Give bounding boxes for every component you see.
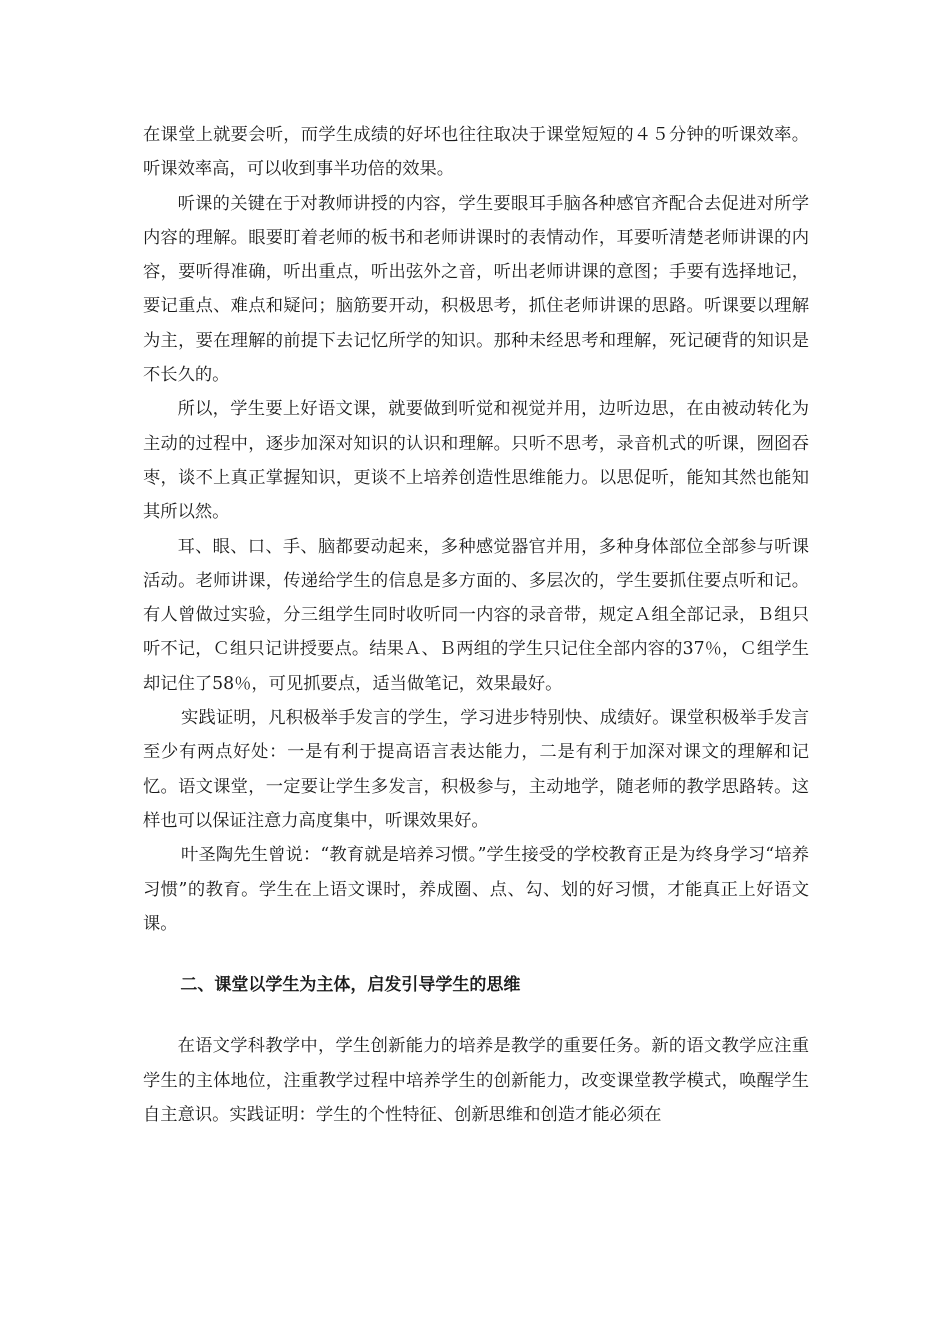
section-heading: 二、课堂以学生为主体，启发引导学生的思维 [180, 975, 521, 996]
paragraph-listening-key: 听课的关键在于对教师讲授的内容，学生要眼耳手脑各种感官齐配合去促进对所学内容的理解。眼要盯着老师的板书和老师讲课时的表情动作，耳要听清楚老师讲课的内容，要听得准确，听出重点，听出弦外之音，听出老师讲课的意图；手要有选择地记，要记重点、难点和疑问；脑筋要开动，积极思考，抓住老师讲课的思路。听课要以理解为主，要在理解的前提下去记忆所学的知识。那种未经思考和理解，死记硬背的知识是不长久的。 [143, 193, 809, 386]
paragraph-senses-experiment: 耳、眼、口、手、脑都要动起来，多种感觉器官并用，多种身体部位全部参与听课活动。老师讲课，传递给学生的信息是多方面的、多层次的，学生要抓住要点听和记。有人曾做过实验，分三组学生同时收听同一内容的录音带，规定Ａ组全部记录，Ｂ组只听不记，Ｃ组只记讲授要点。结果Ａ、Ｂ两组的学生只记住全部内容的37％，Ｃ组学生却记住了58％，可见抓要点，适当做笔记，效果最好。 [143, 536, 809, 694]
paragraph-ye-shengtao-quote: 叶圣陶先生曾说：“教育就是培养习惯。”学生接受的学校教育正是为终身学习“培养习惯”的教育。学生在上语文课时，养成圈、点、勾、划的好习惯，才能真正上好语文课。 [143, 845, 809, 934]
paragraph-student-subject: 在语文学科教学中，学生创新能力的培养是教学的重要任务。新的语文教学应注重学生的主体地位，注重教学过程中培养学生的创新能力，改变课堂教学模式，唤醒学生自主意识。实践证明：学生的个性特征、创新思维和创造才能必须在 [143, 1036, 809, 1126]
paragraph-speak-up: 实践证明，凡积极举手发言的学生，学习进步特别快、成绩好。课堂积极举手发言至少有两点好处：一是有利于提高语言表达能力，二是有利于加深对课文的理解和记忆。语文课堂，一定要让学生多发言，积极参与，主动地学，随老师的教学思路转。这样也可以保证注意力高度集中，听课效果好。 [143, 708, 809, 831]
document-body [143, 118, 809, 1132]
paragraph-continued: 在课堂上就要会听，而学生成绩的好坏也往往取决于课堂短短的４５分钟的听课效率。听课效率高，可以收到事半功倍的效果。 [143, 125, 809, 180]
paragraph-listen-think: 所以，学生要上好语文课，就要做到听觉和视觉并用，边听边思，在由被动转化为主动的过程中，逐步加深对知识的认识和理解。只听不思考，录音机式的听课，囫囵吞枣，谈不上真正掌握知识，更谈不上培养创造性思维能力。以思促听，能知其然也能知其所以然。 [143, 399, 809, 523]
